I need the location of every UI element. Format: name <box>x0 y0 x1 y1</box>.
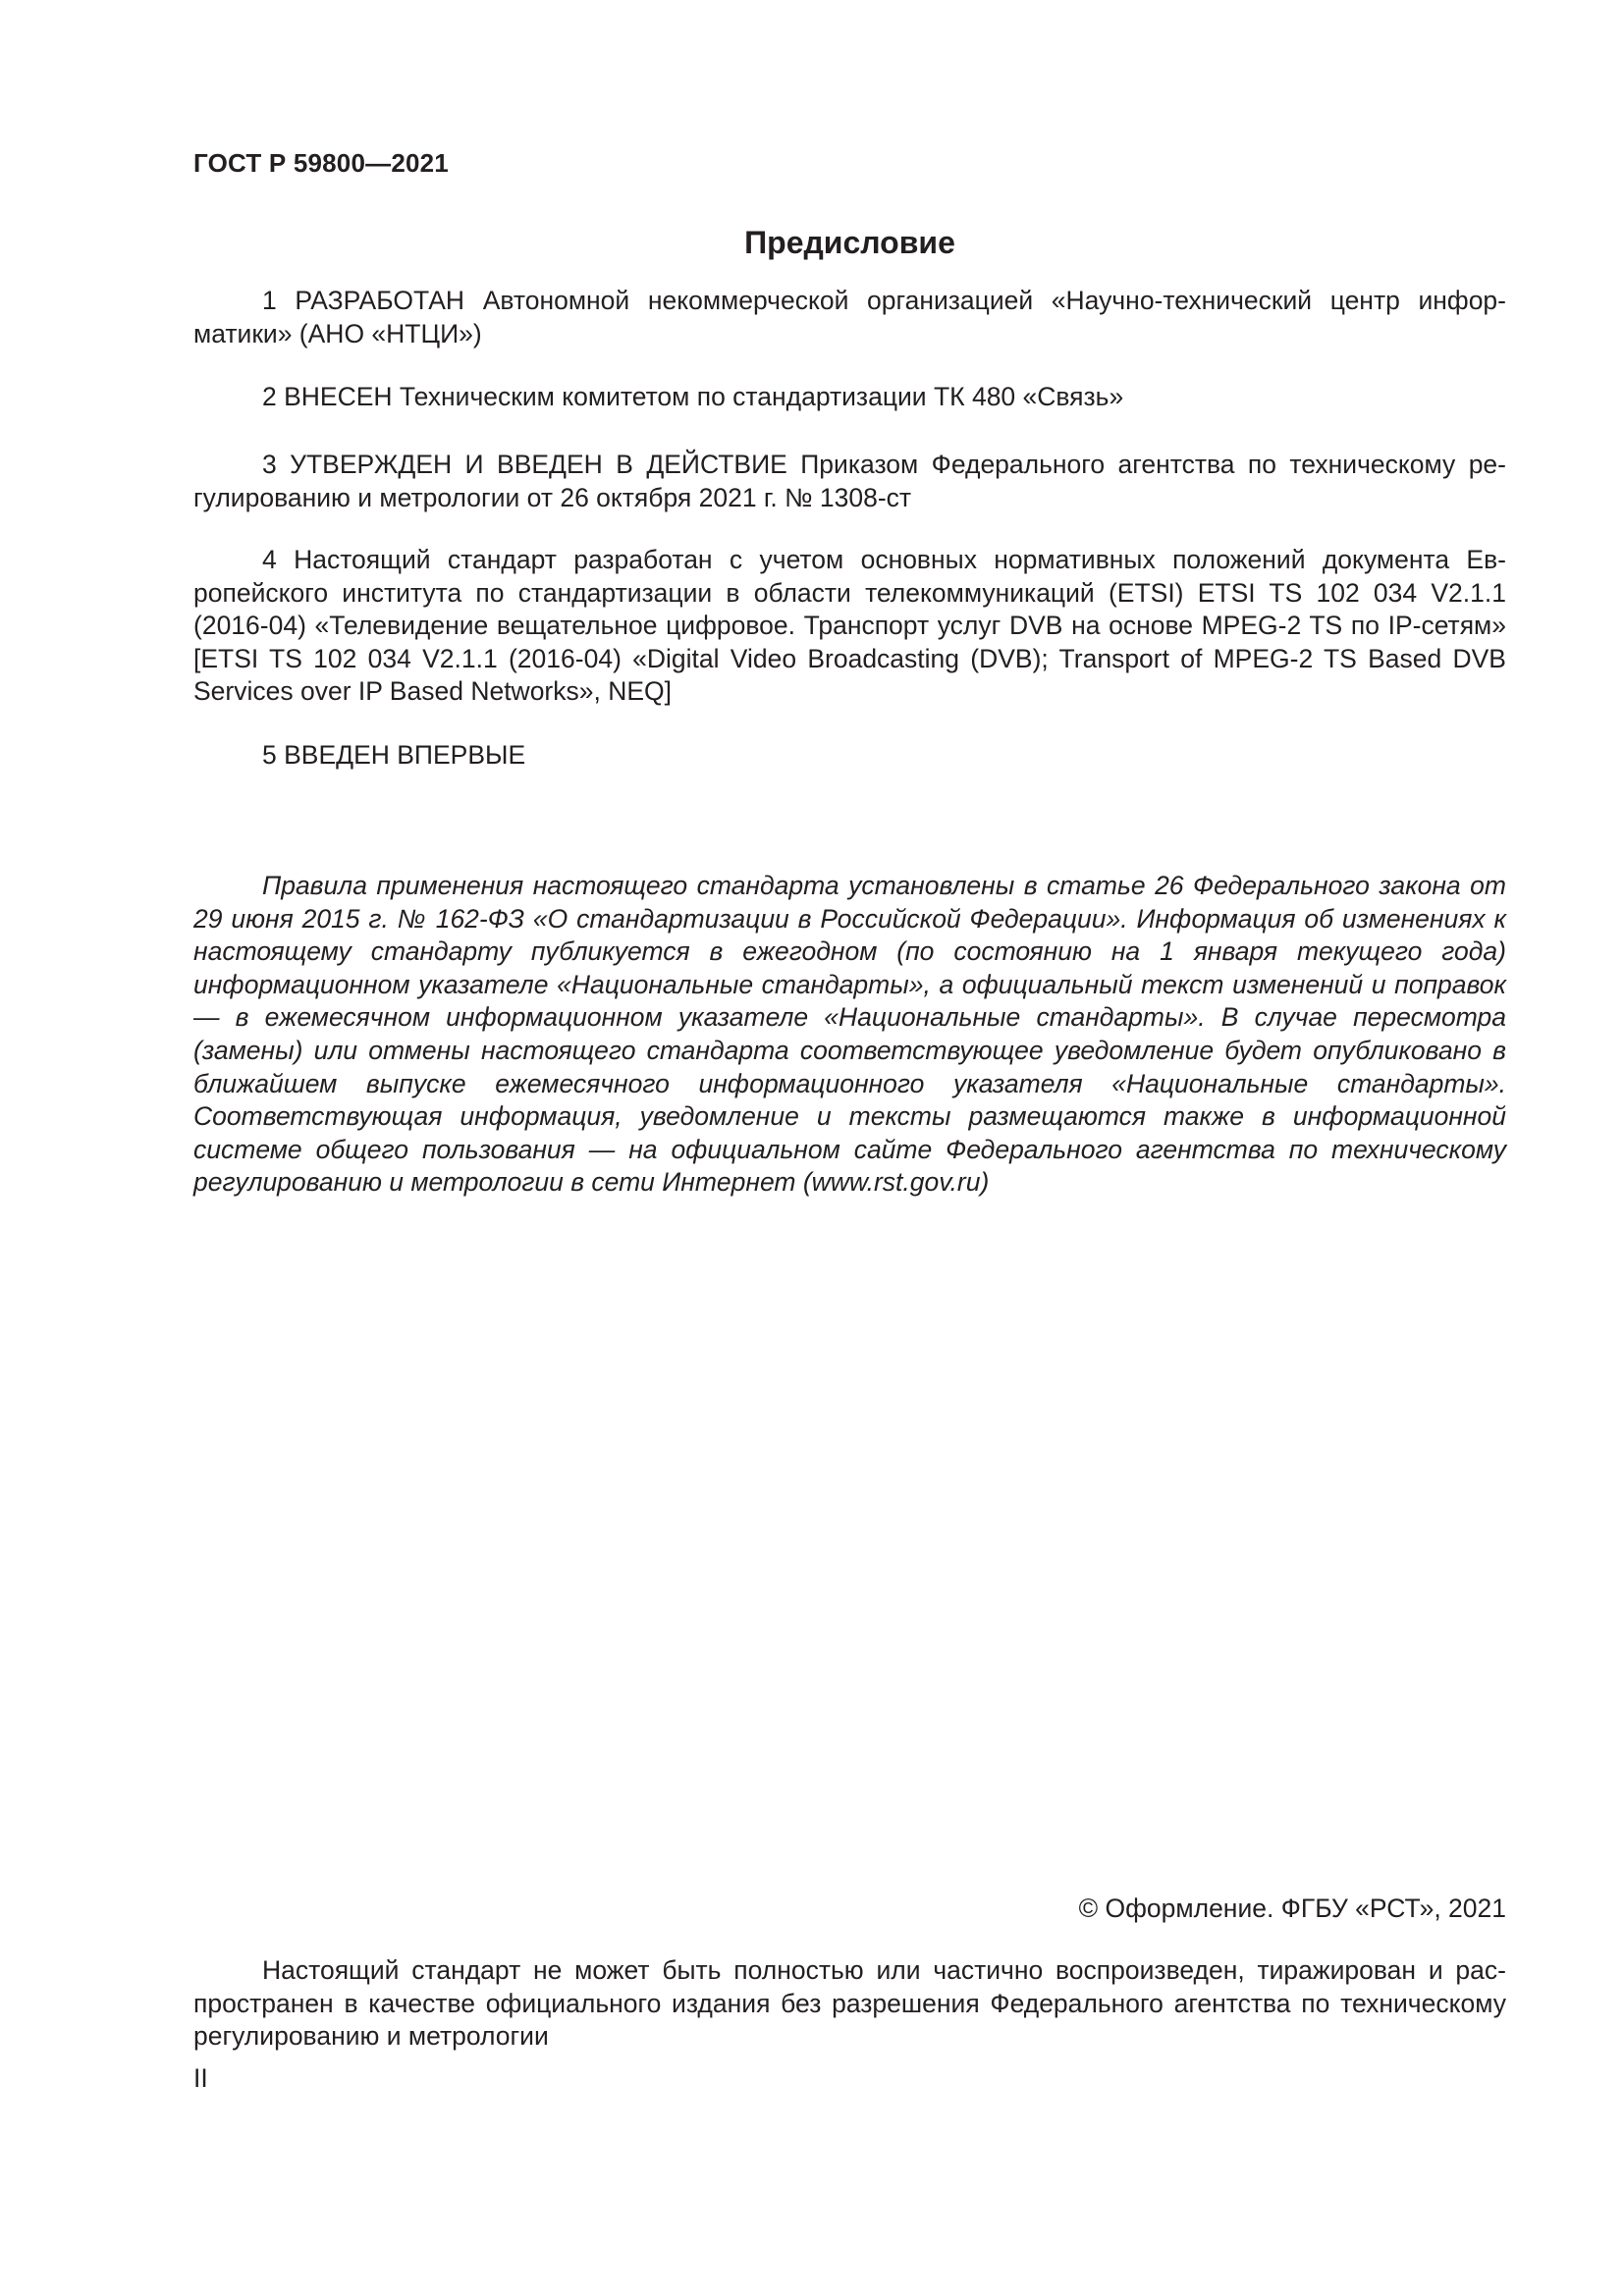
foreword-paragraph-5: 5 ВВЕДЕН ВПЕРВЫЕ <box>262 740 526 770</box>
foreword-paragraph-1: 1 РАЗРАБОТАН Автономной некоммерческой организацией «Научно-технический центр информатики» (АНО «НТЦИ») <box>193 286 1506 348</box>
copyright-line: © Оформление. ФГБУ «РСТ», 2021 <box>1078 1894 1506 1923</box>
page-number: II <box>193 2063 208 2093</box>
document-header: ГОСТ Р 59800—2021 <box>193 148 449 178</box>
foreword-paragraph-3: 3 УТВЕРЖДЕН И ВВЕДЕН В ДЕЙСТВИЕ Приказом Федерального агентства по техническому регулированию и метрологии от 26 октября 2021 г. № 1308-ст <box>193 450 1506 512</box>
foreword-paragraph-2: 2 ВНЕСЕН Техническим комитетом по стандартизации ТК 480 «Связь» <box>262 382 1124 411</box>
page-title: Предисловие <box>744 225 955 260</box>
application-rules-notice: Правила применения настоящего стандарта установлены в статье 26 Федерального закона от 29 июня 2015 г. № 162-ФЗ «О стандартизации в Российской Федерации». Информация об изменениях к настоящему стандарту публикуется в ежегодном (по состоянию на 1 января текущего года) информационном указателе «Национальные стандарты», а официальный текст изменений и поправок — в ежемесячном информационном указателе «Национальные стандарты». В случае пересмотра (замены) или отмены настоящего стандарта соответствующее уведомление будет опубликовано в ближайшем выпуске ежемесячного информационного указателя «Национальные стандарты». Соответствующая информация, уведомление и тексты размещаются также в информационной системе общего пользования — на официальном сайте Федерального агентства по техническому регулированию и метрологии в сети Интернет (www.rst.gov.ru) <box>193 871 1506 1198</box>
reproduction-rights-notice: Настоящий стандарт не может быть полностью или частично воспроизведен, тиражирован и распространен в качестве официального издания без разрешения Федерального агентства по техническому регулированию и метрологии <box>193 1955 1506 2052</box>
foreword-paragraph-4: 4 Настоящий стандарт разработан с учетом основных нормативных положений документа Европейского института по стандартизации в области телекоммуникаций (ETSI) ETSI TS 102 034 V2.1.1 (2016-04) «Телевидение вещательное цифровое. Транспорт услуг DVB на основе MPEG-2 TS по IP-сетям» [ETSI TS 102 034 V2.1.1 (2016-04) «Digital Video Broadcasting (DVB); Transport of MPEG-2 TS Based DVB Services over IP Based Networks», NEQ] <box>193 545 1506 707</box>
